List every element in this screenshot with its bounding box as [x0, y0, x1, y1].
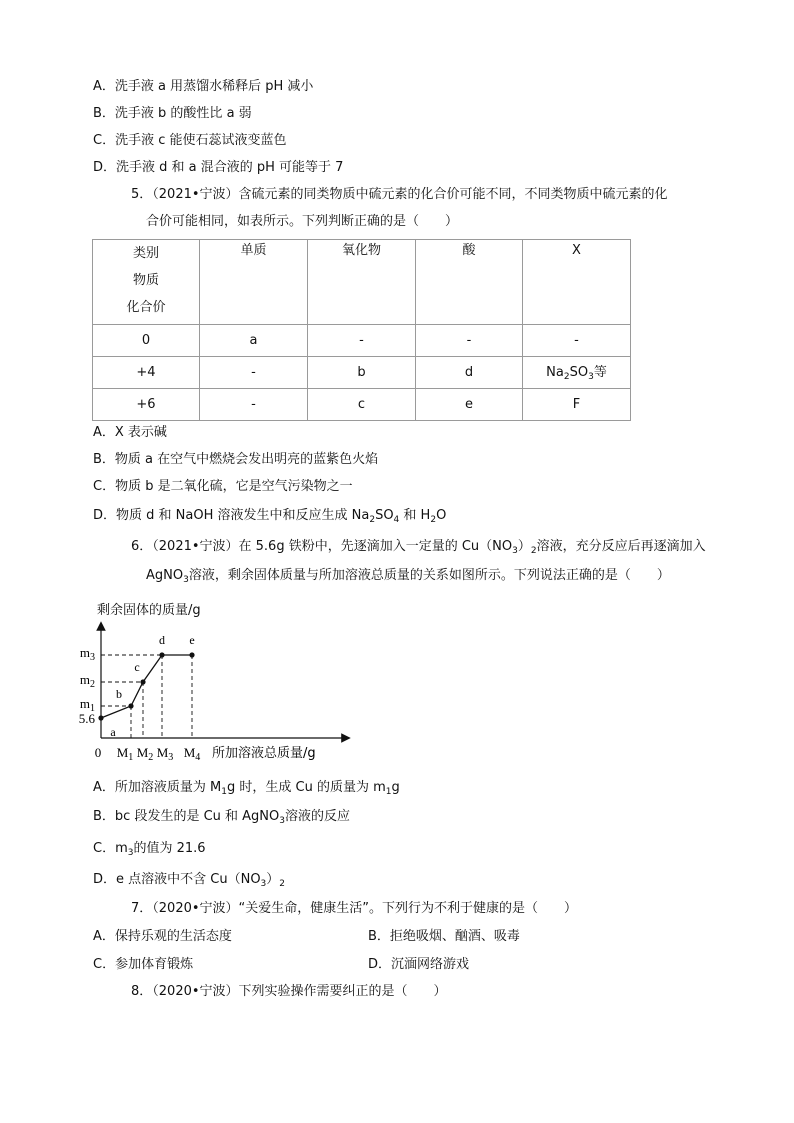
x-tick-M2: $M_2$	[136, 745, 154, 763]
q4-option-a: A．洗手液 a 用蒸馏水稀释后 pH 减小	[93, 79, 314, 94]
x-tick-M3: $M_3$	[156, 745, 174, 763]
q5-option-a: A．X 表示碱	[93, 425, 167, 440]
header-category: 类别	[132, 246, 159, 261]
q6-option-d: D．e 点溶液中不含 $Cu(NO_3)_2$	[93, 872, 286, 889]
table-row	[93, 389, 631, 421]
q6-option-c: C．$m_3$的值为 21.6	[93, 841, 206, 858]
q7-stem: 7．（2020•宁波）“关爱生命，健康生活”。下列行为不利于健康的是（ ）	[131, 901, 577, 916]
q5-option-c: C．物质 b 是二氧化硫，它是空气污染物之一	[93, 479, 353, 494]
row-valence: +4	[93, 357, 200, 389]
table-cell: -	[308, 325, 416, 357]
y-tick-m1: $m_1$	[79, 696, 95, 714]
point-d	[159, 652, 164, 657]
point-label-d: d	[159, 633, 165, 647]
q7-option-c: C．参加体育锻炼	[93, 957, 194, 972]
q8-stem: 8．（2020•宁波）下列实验操作需要纠正的是（ ）	[131, 984, 447, 999]
chart-ylabel: 剩余固体的质量/g	[97, 603, 201, 618]
q4-option-b: B．洗手液 b 的酸性比 a 弱	[93, 106, 252, 121]
mass-chart	[76, 622, 346, 772]
column-header: X	[523, 240, 631, 325]
table-cell: c	[308, 389, 416, 421]
point-b	[128, 703, 133, 708]
x-tick-M1: $M_1$	[116, 745, 134, 763]
series-line	[101, 655, 192, 718]
table-header-corner	[93, 240, 200, 325]
row-valence: 0	[93, 325, 200, 357]
table-cell: a	[200, 325, 308, 357]
q7-option-a: A．保持乐观的生活态度	[93, 929, 232, 944]
table-cell: -	[523, 325, 631, 357]
table-cell: b	[308, 357, 416, 389]
table-header-row	[93, 240, 631, 325]
row-valence: +6	[93, 389, 200, 421]
point-label-e: e	[189, 633, 195, 647]
table-cell	[523, 357, 631, 389]
q5-stem-line1: 5．（2021•宁波）含硫元素的同类物质中硫元素的化合价可能不同，不同类物质中硫元素的化	[131, 187, 668, 202]
x-tick-M4: $M_4$	[183, 745, 201, 763]
formula-na2so3: $Na_2SO_3$等	[546, 365, 607, 382]
q7-option-b: B．拒绝吸烟、酗酒、吸毒	[368, 929, 520, 944]
q5-stem-line2: 合价可能相同，如表所示。下列判断正确的是（ ）	[146, 214, 459, 229]
q4-option-c: C．洗手液 c 能使石蕊试液变蓝色	[93, 133, 287, 148]
table-cell: -	[200, 389, 308, 421]
q6-stem-line1: 6．（2021•宁波）在 5.6g 铁粉中，先逐滴加入一定量的 $Cu(NO_3)_2$溶液，充分反应后再逐滴加入	[131, 539, 706, 556]
point-label-b: b	[116, 687, 122, 701]
q5-option-b: B．物质 a 在空气中燃烧会发出明亮的蓝紫色火焰	[93, 452, 379, 467]
q4-option-d: D．洗手液 d 和 a 混合液的 pH 可能等于 7	[93, 160, 344, 175]
table-cell: -	[416, 325, 523, 357]
q6-stem-line2: AgNO$_3$溶液，剩余固体质量与所加溶液总质量的关系如图所示。下列说法正确的是（ ）	[146, 568, 670, 585]
origin-label: 0	[94, 745, 102, 760]
q6-option-a: A．所加溶液质量为 $M_1g$ 时，生成 Cu 的质量为 $m_1g$	[93, 780, 400, 797]
column-header: 酸	[416, 240, 523, 325]
point-e	[189, 652, 194, 657]
point-a	[98, 715, 103, 720]
q6-option-b: B．bc 段发生的是 Cu 和 AgNO$_3$溶液的反应	[93, 809, 351, 826]
table-cell: d	[416, 357, 523, 389]
y-tick-m2: $m_2$	[79, 672, 95, 690]
table-row	[93, 357, 631, 389]
point-c	[140, 679, 145, 684]
header-substance: 物质	[132, 273, 159, 288]
chart-xlabel: 所加溶液总质量/g	[212, 746, 316, 761]
valence-table	[92, 239, 631, 421]
q7-option-d: D．沉湎网络游戏	[368, 957, 470, 972]
table-cell: -	[200, 357, 308, 389]
table-cell: F	[523, 389, 631, 421]
q5-option-d: D．物质 d 和 NaOH 溶液发生中和反应生成 $Na_2SO_4$ 和 $H_2O$	[93, 508, 447, 525]
point-label-a: a	[110, 725, 116, 739]
table-cell: e	[416, 389, 523, 421]
y-tick-5-6: 5.6	[78, 711, 95, 726]
y-tick-m3: $m_3$	[79, 645, 95, 663]
header-valence: 化合价	[126, 300, 166, 315]
column-header: 单质	[200, 240, 308, 325]
column-header: 氧化物	[308, 240, 416, 325]
point-label-c: c	[134, 660, 140, 674]
table-row	[93, 325, 631, 357]
